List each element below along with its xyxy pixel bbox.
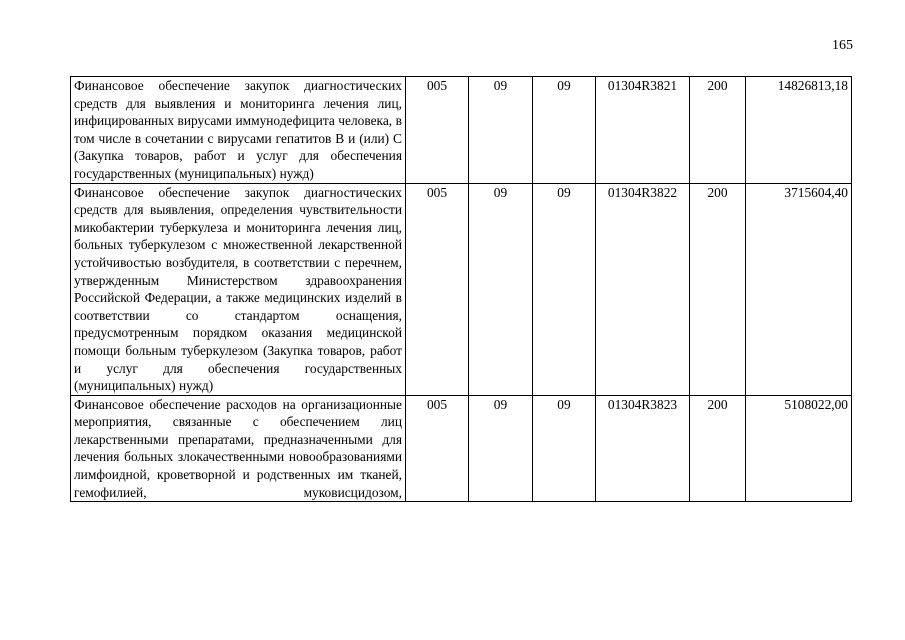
row-ved-code: 005 (406, 395, 469, 502)
row-amount: 5108022,00 (746, 395, 852, 502)
row-expense-type-code: 200 (690, 183, 746, 395)
row-expense-type-code: 200 (690, 395, 746, 502)
table-row (71, 395, 852, 502)
row-section-code: 09 (469, 183, 533, 395)
row-section-code: 09 (469, 395, 533, 502)
page-number: 165 (832, 38, 853, 53)
row-expense-type-code: 200 (690, 77, 746, 184)
row-target-article-code: 01304R3821 (596, 77, 690, 184)
budget-table (70, 76, 852, 502)
row-amount: 14826813,18 (746, 77, 852, 184)
row-name: Финансовое обеспечение закупок диагностических средств для выявления и мониторинга лечения лиц, инфицированных вирусами иммунодефицита человека, в том числе в сочетании с вирусами гепатитов B и (или) C (Закупка товаров, работ и услуг для обеспечения государственных (муниципальных) нужд) (71, 77, 406, 184)
table-row (71, 77, 852, 184)
row-ved-code: 005 (406, 77, 469, 184)
row-target-article-code: 01304R3823 (596, 395, 690, 502)
row-subsection-code: 09 (533, 183, 596, 395)
row-name: Финансовое обеспечение закупок диагностических средств для выявления, определения чувствительности микобактерии туберкулеза и мониторинга лечения лиц, больных туберкулезом с множественной лекарственной устойчивостью возбудителя, в соответствии с перечнем, утвержденным Министерством здравоохранения Российской Федерации, а также медицинских изделий в соответствии со стандартом оснащения, предусмотренным порядком оказания медицинской помощи больным туберкулезом (Закупка товаров, работ и услуг для обеспечения государственных (муниципальных) нужд) (71, 183, 406, 395)
row-amount: 3715604,40 (746, 183, 852, 395)
row-subsection-code: 09 (533, 77, 596, 184)
row-name: Финансовое обеспечение расходов на организационные мероприятия, связанные с обеспечением лиц лекарственными препаратами, предназначенными для лечения больных злокачественными новообразованиями лимфоидной, кроветворной и родственных им тканей, гемофилией, муковисцидозом, (71, 395, 406, 502)
table-row (71, 183, 852, 395)
row-ved-code: 005 (406, 183, 469, 395)
row-subsection-code: 09 (533, 395, 596, 502)
row-section-code: 09 (469, 77, 533, 184)
row-target-article-code: 01304R3822 (596, 183, 690, 395)
